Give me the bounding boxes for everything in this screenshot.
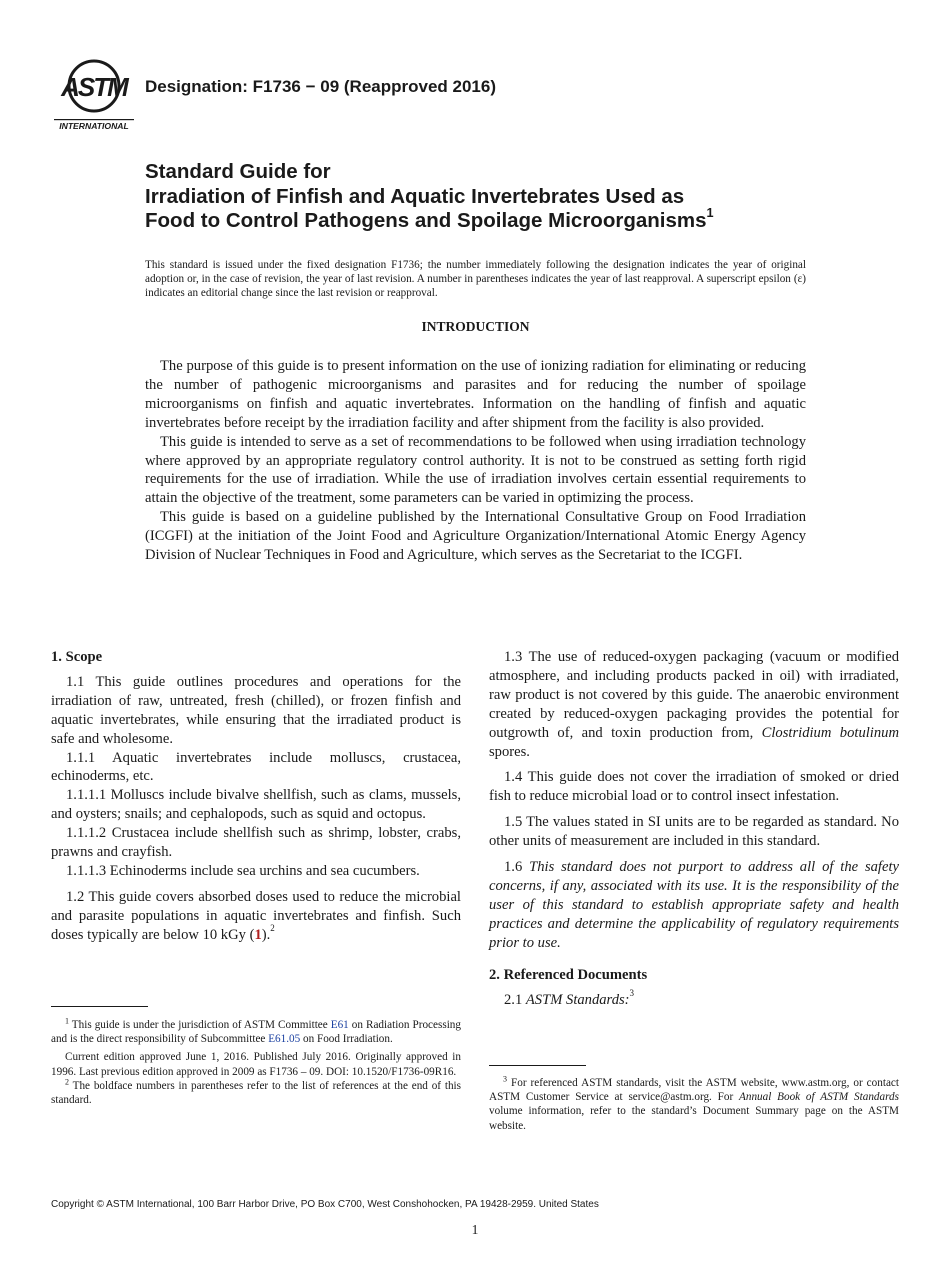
left-column: [51, 648, 461, 945]
footnote-divider: [489, 1065, 586, 1066]
section-1-5: 1.5 The values stated in SI units are to be regarded as standard. No other units of measurement are included in this standard.: [489, 814, 899, 850]
title-line-1: Standard Guide for: [145, 160, 331, 183]
footnotes-left: [51, 1018, 461, 1107]
section-1-1-1-3: 1.1.1.3 Echinoderms include sea urchins and sea cucumbers.: [66, 862, 420, 879]
issuance-note: This standard is issued under the fixed designation F1736; the number immediately following the designation indicates the year of original adoption or, in the case of revision, the year of last revision. A number in parentheses indicates the year of last reapproval. A superscript epsilon (ε) indicates an editorial change since the last revision or reapproval.: [145, 259, 806, 300]
subcommittee-e61-05-link[interactable]: E61.05: [268, 1033, 301, 1046]
page-number: 1: [471, 1222, 479, 1237]
committee-e61-link[interactable]: E61: [330, 1019, 349, 1031]
title-line-3: Food to Control Pathogens and Spoilage Microorganisms$^1$: [145, 204, 714, 232]
logo-wordmark: INTERNATIONAL: [59, 121, 129, 131]
section-1-1-1-2: 1.1.1.2 Crustacea include shellfish such as shrimp, lobster, crabs, prawns and crayfish.: [51, 825, 461, 861]
section-1-4: 1.4 This guide does not cover the irradiation of smoked or dried fish to reduce microbial load or to control insect infestation.: [489, 769, 899, 805]
section-1-3: 1.3 The use of reduced-oxygen packaging (vacuum or modified atmosphere, and including products packed in oil) with irradiated, raw product is not covered by this guide. The anaerobic environment created by reduced-oxygen packaging provides the potential for outgrowth of, and toxin production from, Clostridium botulinum spores.: [489, 649, 899, 760]
copyright-notice: Copyright © ASTM International, 100 Barr Harbor Drive, PO Box C700, West Conshohocken, PA 19428-2959. United States: [51, 1199, 599, 1210]
reference-link[interactable]: 1: [254, 926, 262, 943]
introduction-body: [145, 357, 806, 565]
document-title: [145, 160, 845, 234]
footnote-mark-2[interactable]: 2: [270, 923, 275, 934]
title-line-2: Irradiation of Finfish and Aquatic Invertebrates Used as: [145, 184, 685, 208]
designation: Designation: F1736 − 09 (Reapproved 2016): [145, 77, 496, 96]
intro-paragraph: This guide is intended to serve as a set of recommendations to be followed when using irradiation technology where approved by an appropriate regulatory control authority. It is not to be construed as setting forth rigid requirements for the use of irradiation. While the use of irradiation involves certain essential requirements to attain the objective of the treatment, some parameters can be varied in optimizing the process.: [145, 433, 806, 507]
right-column: [489, 648, 899, 1009]
footnote-2: $^2$ The boldface numbers in parentheses refer to the list of references at the end of this standard.: [51, 1077, 461, 1107]
footnotes-right: [489, 1076, 899, 1133]
scope-heading: 1. Scope: [51, 649, 103, 665]
referenced-documents-heading: 2. Referenced Documents: [489, 966, 648, 983]
section-1-1: 1.1 This guide outlines procedures and operations for the irradiation of raw, untreated, fresh (chilled), or frozen finfish and aquatic invertebrates, while ensuring that the irradiated product is safe and wholesome.: [51, 673, 461, 747]
section-2-1: 2.1 ASTM Standards:$^3$: [504, 987, 635, 1008]
footnote-1-edition: Current edition approved June 1, 2016. Published July 2016. Originally approved in 1996. Last previous edition approved in 2009 as F1736 – 09. DOI: 10.1520/F1736-09R16.: [51, 1051, 461, 1078]
svg-text:ASTM: ASTM: [61, 72, 127, 102]
astm-logo: [52, 56, 136, 132]
section-1-1-1-1: 1.1.1.1 Molluscs include bivalve shellfish, such as clams, mussels, and oysters; snails; and cephalopods, such as squid and octopus.: [51, 787, 461, 823]
intro-paragraph: The purpose of this guide is to present information on the use of ionizing radiation for eliminating or reducing the number of pathogenic microorganisms and parasites and for reducing the number of spoilage microorganisms on finfish and aquatic invertebrates. Information on the handling of finfish and aquatic invertebrates before receipt by the irradiation facility and after shipment from the facility is also provided.: [145, 358, 806, 431]
footnote-3: $^3$ For referenced ASTM standards, visit the ASTM website, www.astm.org, or contact ASTM Customer Service at service@astm.org. For Annual Book of ASTM Standards volume information, refer to the standard’s Document Summary page on the ASTM website.: [489, 1074, 899, 1132]
section-1-6: 1.6 This standard does not purport to address all of the safety concerns, if any, associated with its use. It is the responsibility of the user of this standard to establish appropriate safety and health practices and determine the applicability of regulatory requirements prior to use.: [489, 859, 899, 951]
footnote-mark-3[interactable]: 3: [629, 987, 635, 998]
section-1-2: 1.2 This guide covers absorbed doses used to reduce the microbial and parasite populations in aquatic invertebrates and finfish. Such doses typically are below 10 kGy (1).$^2$: [51, 888, 461, 943]
section-1-1-1: 1.1.1 Aquatic invertebrates include molluscs, crustacea, echinoderms, etc.: [51, 749, 461, 785]
introduction-heading: INTRODUCTION: [421, 319, 530, 334]
intro-paragraph: This guide is based on a guideline published by the International Consultative Group on Food Irradiation (ICGFI) at the initiation of the Joint Food and Agriculture Organization/International Atomic Energy Agency Division of Nuclear Techniques in Food and Agriculture, which serves as the Secretariat to the ICGFI.: [145, 509, 806, 564]
title-footnote-mark[interactable]: 1: [706, 204, 714, 220]
footnote-divider: [51, 1006, 148, 1007]
footnote-1: $^1$ This guide is under the jurisdiction of ASTM Committee E61 on Radiation Processing and is the direct responsibility of Subcommittee E61.05 on Food Irradiation.: [51, 1016, 461, 1046]
